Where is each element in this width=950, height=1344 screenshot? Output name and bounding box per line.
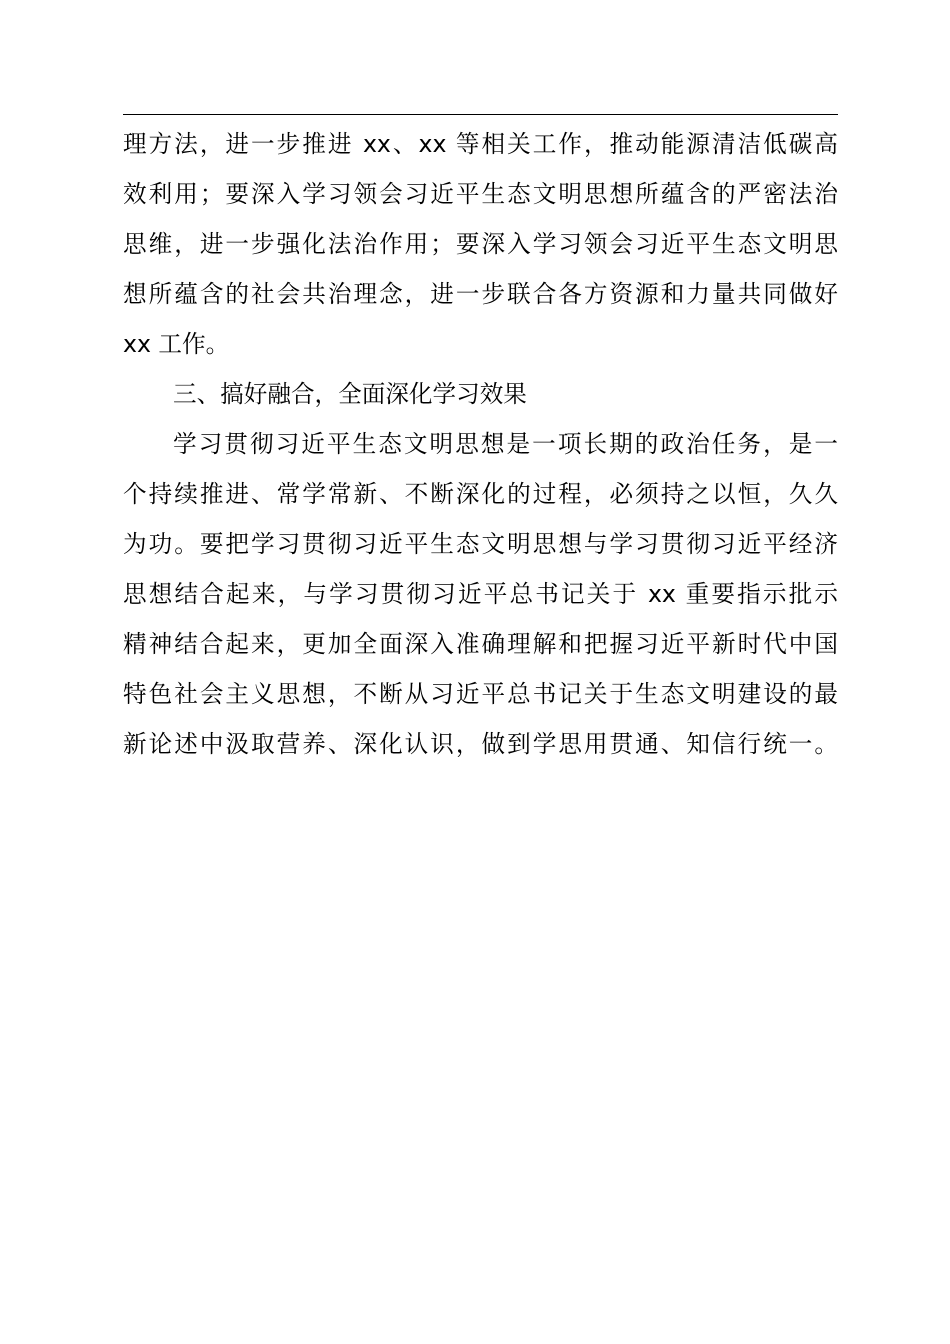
paragraph-line: 新论述中汲取营养、深化认识，做到学思用贯通、知信行统一。 [123, 730, 838, 758]
header-rule [123, 114, 838, 115]
paragraph-line: 理方法，进一步推进 xx、xx 等相关工作，推动能源清洁低碳高 [123, 130, 838, 158]
paragraph-line: 特色社会主义思想，不断从习近平总书记关于生态文明建设的最 [123, 680, 838, 708]
paragraph-line: 想所蕴含的社会共治理念，进一步联合各方资源和力量共同做好 [123, 280, 838, 308]
paragraph-line: xx 工作。 [123, 330, 230, 358]
paragraph-line: 思想结合起来，与学习贯彻习近平总书记关于 xx 重要指示批示 [123, 580, 838, 608]
paragraph-line: 为功。要把学习贯彻习近平生态文明思想与学习贯彻习近平经济 [123, 530, 838, 558]
paragraph-line: 精神结合起来，更加全面深入准确理解和把握习近平新时代中国 [123, 630, 838, 658]
paragraph-line: 学习贯彻习近平生态文明思想是一项长期的政治任务，是一 [173, 430, 838, 458]
paragraph-line: 思维，进一步强化法治作用；要深入学习领会习近平生态文明思 [123, 230, 838, 258]
paragraph-line: 效利用；要深入学习领会习近平生态文明思想所蕴含的严密法治 [123, 180, 838, 208]
section-heading: 三、搞好融合，全面深化学习效果 [173, 380, 527, 408]
paragraph-line: 个持续推进、常学常新、不断深化的过程，必须持之以恒，久久 [123, 480, 838, 508]
